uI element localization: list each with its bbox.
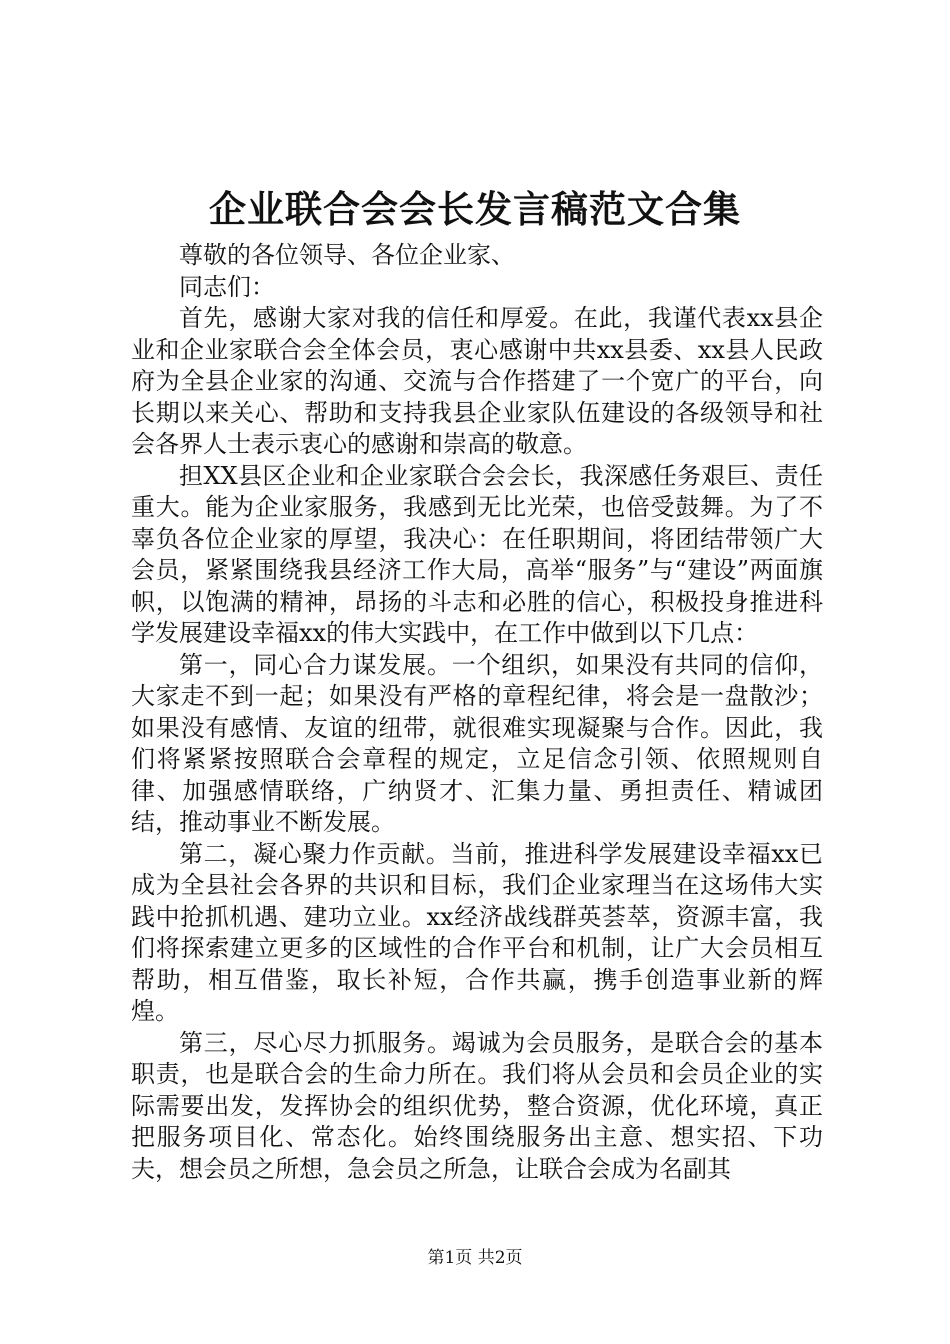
greeting-line: 同志们： (179, 272, 275, 301)
body-paragraph: 第二，凝心聚力作贡献。当前，推进科学发展建设幸福xx已成为全县社会各界的共识和目标，我们企业家理当在这场伟大实践中抢抓机遇、建功立业。xx经济战线群英荟萃，资源丰富，我们将探索建立更多的区域性的合作平台和机制，让广大会员相互帮助，相互借鉴，取长补短，合作共赢，携手创造事业新的辉煌。 (131, 839, 823, 1025)
page-number-footer: 第1页 共2页 (427, 1248, 523, 1268)
body-paragraph: 担XX县区企业和企业家联合会会长，我深感任务艰巨、责任重大。能为企业家服务，我感到无比光荣，也倍受鼓舞。为了不辜负各位企业家的厚望，我决心：在任职期间，将团结带领广大会员，紧紧围绕我县经济工作大局，高举“服务”与“建设”两面旗帜，以饱满的精神，昂扬的斗志和必胜的信心，积极投身推进科学发展建设幸福xx的伟大实践中，在工作中做到以下几点： (131, 461, 823, 647)
document-title: 企业联合会会长发言稿范文合集 (209, 187, 741, 231)
document-body (131, 240, 823, 1185)
body-paragraph: 第一，同心合力谋发展。一个组织，如果没有共同的信仰，大家走不到一起；如果没有严格的章程纪律，将会是一盘散沙；如果没有感情、友谊的纽带，就很难实现凝聚与合作。因此，我们将紧紧按照联合会章程的规定，立足信念引领、依照规则自律、加强感情联络，广纳贤才、汇集力量、勇担责任、精诚团结，推动事业不断发展。 (131, 650, 823, 836)
body-paragraph: 首先，感谢大家对我的信任和厚爱。在此，我谨代表xx县企业和企业家联合会全体会员，衷心感谢中共xx县委、xx县人民政府为全县企业家的沟通、交流与合作搭建了一个宽广的平台，向长期以来关心、帮助和支持我县企业家队伍建设的各级领导和社会各界人士表示衷心的感谢和崇高的敬意。 (131, 304, 823, 458)
greeting-line: 尊敬的各位领导、各位企业家、 (179, 241, 515, 269)
body-paragraph: 第三，尽心尽力抓服务。竭诚为会员服务，是联合会的基本职责，也是联合会的生命力所在。我们将从会员和会员企业的实际需要出发，发挥协会的组织优势，整合资源，优化环境，真正把服务项目化、常态化。始终围绕服务出主意、想实招、下功夫，想会员之所想，急会员之所急，让联合会成为名副其 (131, 1028, 823, 1183)
